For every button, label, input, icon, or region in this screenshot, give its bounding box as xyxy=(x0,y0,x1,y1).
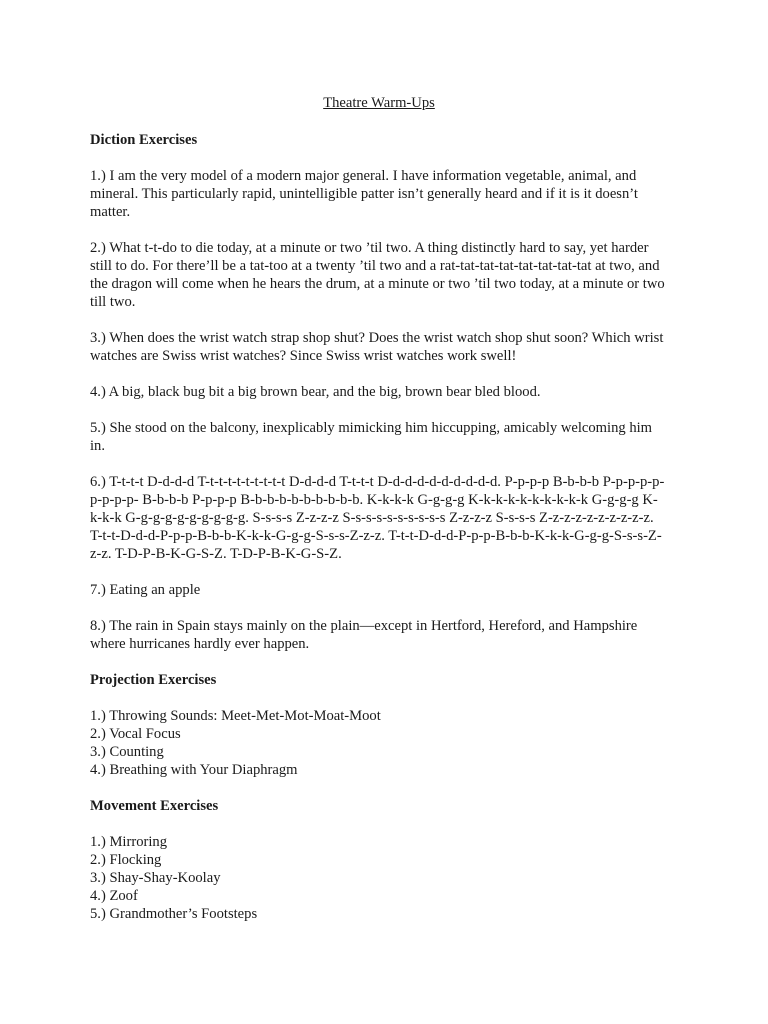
projection-list xyxy=(90,707,668,779)
projection-item-4: 4.) Breathing with Your Diaphragm xyxy=(90,762,298,778)
projection-heading: Projection Exercises xyxy=(90,672,217,688)
diction-item-2: 2.) What t-t-do to die today, at a minute or two ’til two. A thing distinctly hard to say, yet harder still to do. For there’ll be a tat-too at a twenty ’til two and a rat-tat-tat-tat-tat-tat-tat-tat at two, and the dragon will come when he hears the drum, at a minute or two ’til two today, at a minute or two till two. xyxy=(90,240,665,310)
diction-item-8: 8.) The rain in Spain stays mainly on the plain—except in Hertford, Hereford, and Hampshire where hurricanes hardly ever happen. xyxy=(90,618,638,652)
movement-item-1: 1.) Mirroring xyxy=(90,834,168,850)
diction-item-6: 6.) T-t-t-t D-d-d-d T-t-t-t-t-t-t-t-t-t D-d-d-d T-t-t-t D-d-d-d-d-d-d-d-d-d. P-p-p-p B-b-b-b P-p-p-p-p-p-p-p-p- B-b-b-b P-p-p-p B-b-b-b-b-b-b-b-b-b. K-k-k-k G-g-g-g K-k-k-k-k-k-k-k-k-k G-g-g-g K-k-k-k G-g-g-g-g-g-g-g-g-g. S-s-s-s Z-z-z-z S-s-s-s-s-s-s-s-s-s Z-z-z-z S-s-s-s Z-z-z-z-z-z-z-z-z-z. T-t-t-D-d-d-P-p-p-B-b-b-K-k-k-G-g-g-S-s-s-Z-z-z. T-t-t-D-d-d-P-p-p-B-b-b-K-k-k-G-g-g-S-s-s-Z-z-z. T-D-P-B-K-G-S-Z. T-D-P-B-K-G-S-Z. xyxy=(90,474,665,562)
movement-item-2: 2.) Flocking xyxy=(90,852,162,868)
diction-item-1: 1.) I am the very model of a modern major general. I have information vegetable, animal, and mineral. This particularly rapid, unintelligible patter isn’t generally heard and if it is it doesn’t matter. xyxy=(90,168,638,220)
page-title: Theatre Warm-Ups xyxy=(323,95,435,111)
diction-item-3: 3.) When does the wrist watch strap shop shut? Does the wrist watch shop shut soon? Which wrist watches are Swiss wrist watches? Since Swiss wrist watches work swell! xyxy=(90,330,664,364)
diction-item-4: 4.) A big, black bug bit a big brown bear, and the big, brown bear bled blood. xyxy=(90,384,541,400)
projection-item-2: 2.) Vocal Focus xyxy=(90,726,181,742)
diction-heading: Diction Exercises xyxy=(90,132,198,148)
projection-item-1: 1.) Throwing Sounds: Meet-Met-Mot-Moat-Moot xyxy=(90,708,381,724)
diction-item-5: 5.) She stood on the balcony, inexplicably mimicking him hiccupping, amicably welcoming him in. xyxy=(90,420,653,454)
movement-item-3: 3.) Shay-Shay-Koolay xyxy=(90,870,221,886)
projection-item-3: 3.) Counting xyxy=(90,744,164,760)
movement-heading: Movement Exercises xyxy=(90,798,219,814)
movement-item-4: 4.) Zoof xyxy=(90,888,138,904)
document-page xyxy=(90,94,668,941)
diction-item-7: 7.) Eating an apple xyxy=(90,582,201,598)
movement-item-5: 5.) Grandmother’s Footsteps xyxy=(90,906,258,922)
movement-list xyxy=(90,833,668,923)
